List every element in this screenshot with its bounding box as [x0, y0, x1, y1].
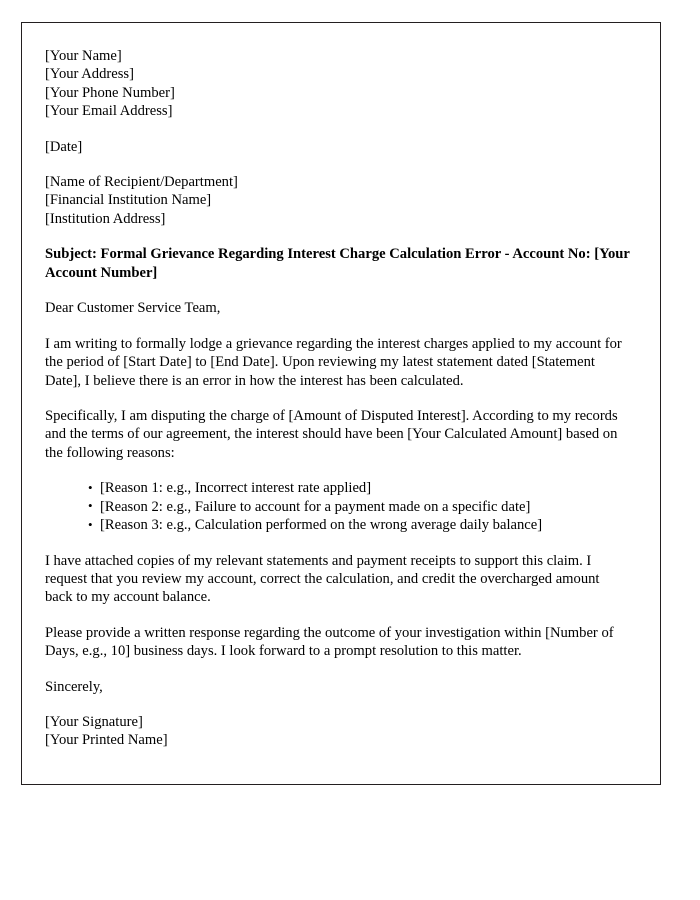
recipient-address-block: [45, 173, 638, 228]
recipient-institution: [Financial Institution Name]: [45, 192, 212, 209]
body-paragraph-2: Specifically, I am disputing the charge of [Amount of Disputed Interest]. According to my records and the terms of our agreement, the interest should have been [Your Calculated Amount] based on the following reasons:: [45, 408, 618, 461]
list-item: • [Reason 2: e.g., Failure to account for a payment made on a specific date]: [88, 498, 638, 516]
salutation: Dear Customer Service Team,: [45, 300, 221, 317]
signature-placeholder: [Your Signature]: [45, 713, 143, 730]
date-block: [45, 138, 638, 156]
sender-address-block: [45, 47, 638, 121]
date-line: [Date]: [45, 138, 83, 155]
list-item: • [Reason 1: e.g., Incorrect interest rate applied]: [88, 479, 638, 497]
sender-address: [Your Address]: [45, 66, 134, 83]
letter-body: [45, 47, 638, 750]
list-item: • [Reason 3: e.g., Calculation performed on the wrong average daily balance]: [88, 516, 638, 534]
subject-line: Subject: Formal Grievance Regarding Interest Charge Calculation Error - Account No: [Your Account Number]: [45, 246, 630, 281]
body-paragraph-4: Please provide a written response regarding the outcome of your investigation within [Number of Days, e.g., 10] business days. I look forward to a prompt resolution to this matter.: [45, 624, 614, 660]
signature-block: [45, 713, 638, 750]
printed-name-placeholder: [Your Printed Name]: [45, 732, 168, 749]
reasons-list: [45, 479, 638, 534]
body-paragraph-1: I am writing to formally lodge a grievance regarding the interest charges applied to my account for the period of [Start Date] to [End Date]. Upon reviewing my latest statement dated [Statement Date], I believe there is an error in how the interest has been calculated.: [45, 335, 622, 389]
body-paragraph-3: I have attached copies of my relevant statements and payment receipts to support this claim. I request that you review my account, correct the calculation, and credit the overcharged amount back to my account balance.: [45, 552, 600, 606]
closing-line: Sincerely,: [45, 678, 103, 695]
letter-page-border: [21, 22, 661, 785]
sender-phone: [Your Phone Number]: [45, 84, 175, 101]
sender-name: [Your Name]: [45, 48, 122, 64]
recipient-institution-address: [Institution Address]: [45, 210, 166, 227]
recipient-name: [Name of Recipient/Department]: [45, 174, 238, 191]
sender-email: [Your Email Address]: [45, 103, 173, 120]
